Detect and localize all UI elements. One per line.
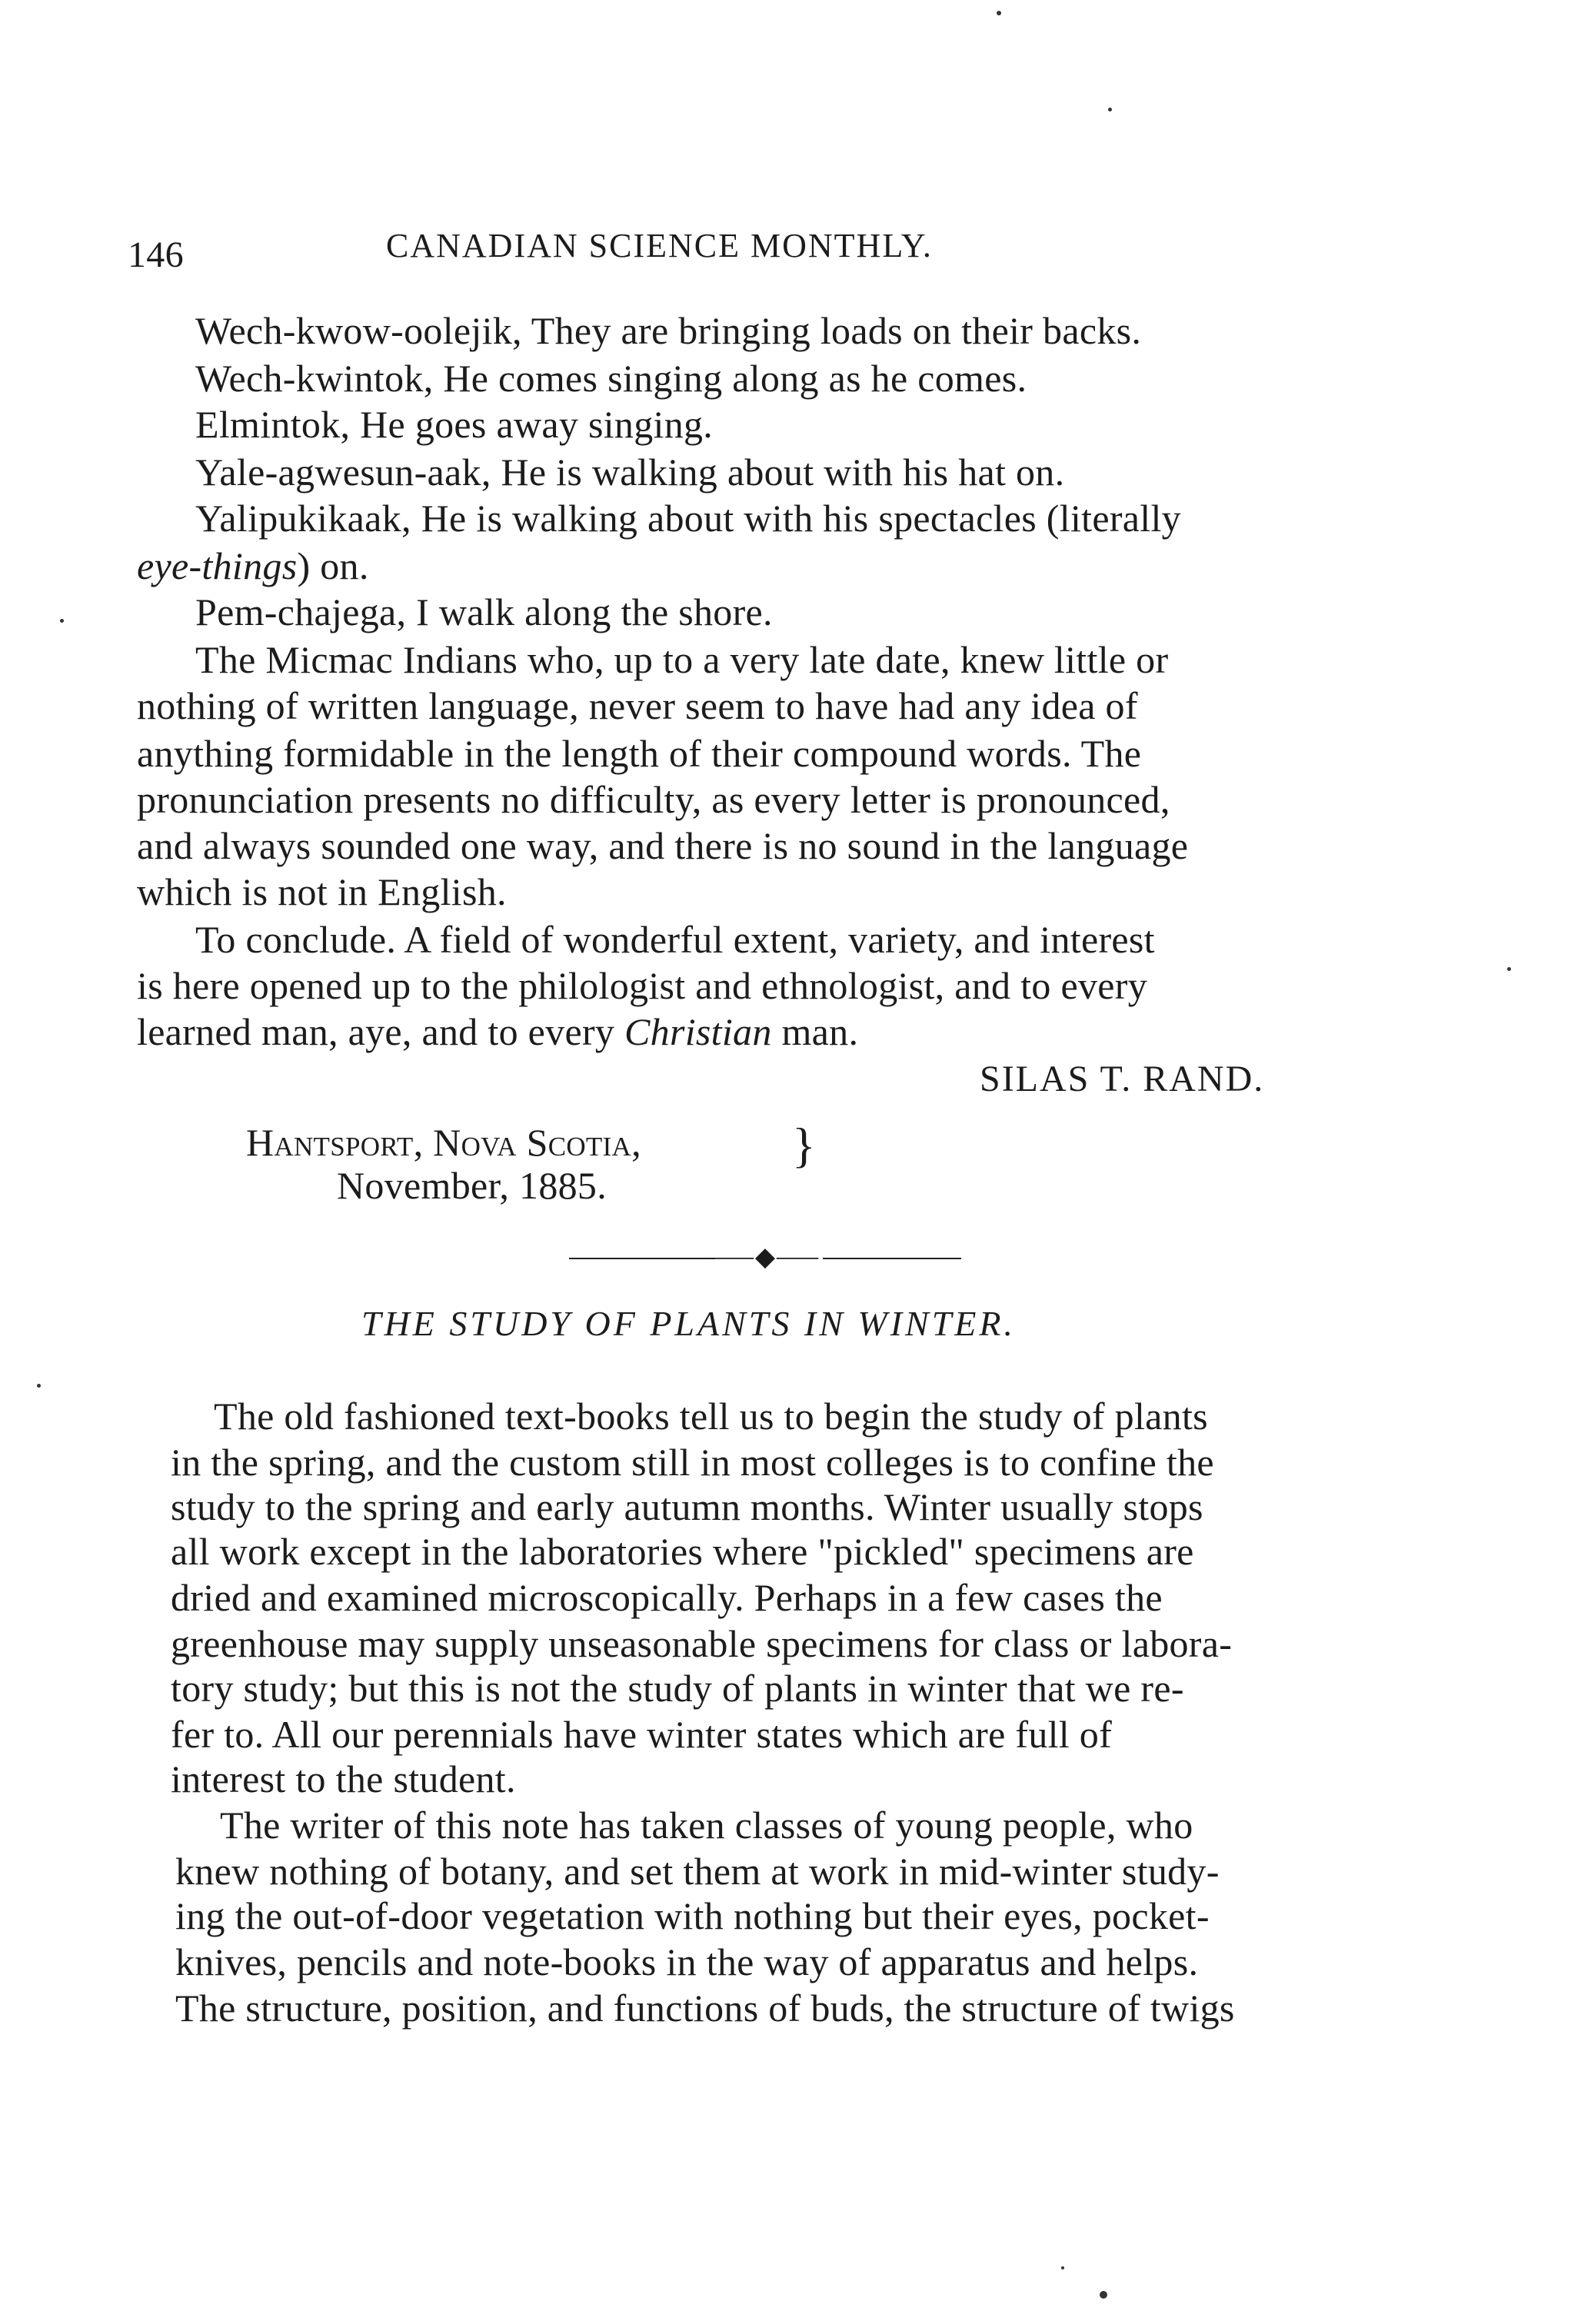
- paragraph-line: fer to. All our perennials have winter states which are full of: [171, 1713, 1113, 1756]
- dateline-place: Hantsport, Nova Scotia,: [246, 1121, 641, 1164]
- glossary-gloss: He comes singing along as he comes.: [443, 357, 1027, 400]
- author-signature: SILAS T. RAND.: [980, 1059, 1265, 1099]
- glossary-entry: [195, 355, 1027, 401]
- glossary-gloss: He goes away singing.: [360, 403, 714, 446]
- scan-speck: [997, 11, 1001, 15]
- dateline-date: November, 1885.: [337, 1164, 607, 1207]
- paragraph-line: The structure, position, and functions of buds, the structure of twigs: [175, 1987, 1235, 2030]
- paragraph-line: and always sounded one way, and there is no sound in the language: [137, 824, 1189, 867]
- paragraph-line: in the spring, and the custom still in most colleges is to confine the: [171, 1441, 1214, 1484]
- glossary-entry: [195, 449, 1064, 495]
- paragraph-line: study to the spring and early autumn months. Winter usually stops: [171, 1485, 1203, 1528]
- scan-speck: [60, 619, 64, 623]
- scan-speck: [1061, 2266, 1064, 2269]
- glossary-term: Pem-chajega,: [195, 590, 407, 633]
- paragraph-line: is here opened up to the philologist and ethnologist, and to every: [137, 964, 1147, 1007]
- section-divider-left: [569, 1258, 715, 1259]
- scan-speck: [1507, 967, 1511, 971]
- paragraph-line: all work except in the laboratories where "pickled" specimens are: [171, 1530, 1194, 1573]
- glossary-gloss: He is walking about with his spectacles (literally: [421, 497, 1181, 540]
- page-number: 146: [128, 234, 184, 275]
- glossary-term: Wech-kwow-oolejik,: [195, 309, 522, 352]
- paragraph-line: [137, 1009, 858, 1055]
- glossary-gloss: They are bringing loads on their backs.: [531, 309, 1142, 352]
- paragraph-line: The writer of this note has taken classes of young people, who: [220, 1804, 1193, 1847]
- scan-speck: [1108, 108, 1112, 111]
- glossary-gloss: He is walking about with his hat on.: [501, 451, 1065, 494]
- glossary-gloss: I walk along the shore.: [416, 590, 773, 633]
- paragraph-line: greenhouse may supply unseasonable specimens for class or labora-: [171, 1622, 1233, 1665]
- section-divider-right: [823, 1258, 961, 1259]
- glossary-term: Yale-agwesun-aak,: [195, 451, 491, 494]
- paragraph-line: ing the out-of-door vegetation with nothing but their eyes, pocket-: [175, 1894, 1210, 1937]
- glossary-term: Wech-kwintok,: [195, 357, 434, 400]
- scan-speck: [37, 1384, 41, 1388]
- brace-symbol: }: [792, 1118, 817, 1172]
- italic-term: Christian: [624, 1010, 772, 1053]
- paragraph-line: nothing of written language, never seem to have had any idea of: [137, 684, 1138, 727]
- paragraph-line: The old fashioned text-books tell us to begin the study of plants: [214, 1395, 1208, 1438]
- italic-term: eye-things: [137, 544, 298, 587]
- glossary-entry: [195, 308, 1141, 354]
- glossary-continuation: [137, 543, 369, 589]
- article-title: THE STUDY OF PLANTS IN WINTER.: [361, 1304, 1016, 1343]
- running-title: CANADIAN SCIENCE MONTHLY.: [386, 227, 933, 264]
- scan-speck: [1100, 2291, 1107, 2299]
- paragraph-line: which is not in English.: [137, 870, 507, 913]
- glossary-term: Yalipukikaak,: [195, 497, 411, 540]
- paragraph-line: knew nothing of botany, and set them at work in mid-winter study-: [175, 1850, 1220, 1893]
- paragraph-line: interest to the student.: [171, 1757, 516, 1800]
- paragraph-text: learned man, aye, and to every: [137, 1010, 625, 1053]
- paragraph-line: To conclude. A field of wonderful extent, variety, and interest: [195, 918, 1155, 961]
- glossary-entry: [195, 589, 773, 635]
- glossary-entry: [195, 401, 713, 447]
- paragraph-text: man.: [771, 1010, 859, 1053]
- glossary-term: Elmintok,: [195, 403, 351, 446]
- paragraph-line: The Micmac Indians who, up to a very late date, knew little or: [195, 638, 1169, 681]
- paragraph-line: pronunciation presents no difficulty, as every letter is pronounced,: [137, 778, 1170, 821]
- paragraph-line: dried and examined microscopically. Perhaps in a few cases the: [171, 1576, 1163, 1619]
- paragraph-line: tory study; but this is not the study of plants in winter that we re-: [171, 1667, 1184, 1710]
- paragraph-line: anything formidable in the length of their compound words. The: [137, 732, 1142, 775]
- glossary-continuation-text: ) on.: [297, 544, 369, 587]
- glossary-entry: [195, 495, 1181, 541]
- ornament-icon: ⸺◆⸺: [711, 1243, 820, 1272]
- paragraph-line: knives, pencils and note-books in the way of apparatus and helps.: [175, 1940, 1199, 1983]
